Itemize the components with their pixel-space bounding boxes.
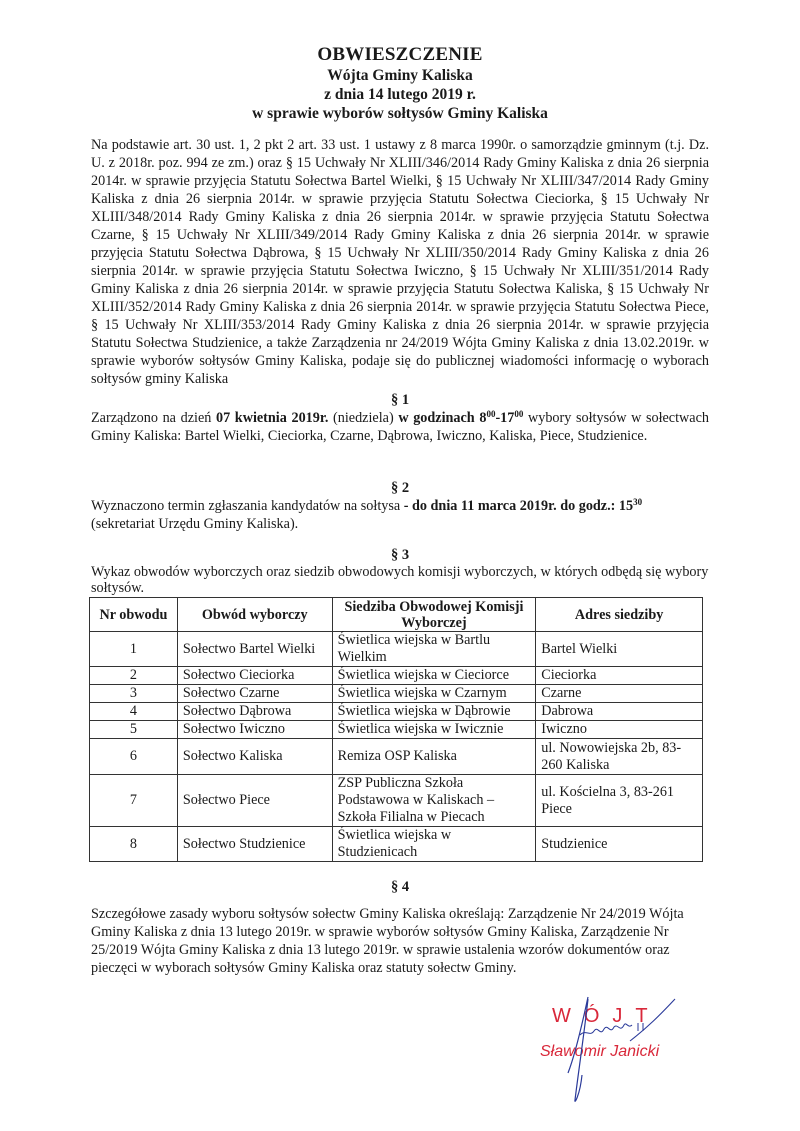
cell-address: Czarne [536,685,703,703]
col-header-seat: Siedziba Obwodowej Komisji Wyborczej [332,598,536,632]
signature-block [530,995,710,1110]
cell-district: Sołectwo Kaliska [177,739,332,775]
cell-seat: Świetlica wiejska w Cieciorce [332,667,536,685]
cell-number: 2 [90,667,178,685]
cell-seat: Świetlica wiejska w Bartlu Wielkim [332,632,536,667]
subject-line: w sprawie wyborów sołtysów Gminy Kaliska [252,105,548,122]
date-line: z dnia 14 lutego 2019 r. [324,86,476,103]
signatory-name: Sławomir Janicki [540,1043,660,1060]
s2-text-1: Wyznaczono termin zgłaszania kandydatów na sołtysa [91,498,404,514]
col-header-address: Adres siedziby [536,598,703,632]
cell-seat: Świetlica wiejska w Dąbrowie [332,703,536,721]
cell-seat: Świetlica wiejska w Studzienicach [332,827,536,862]
cell-district: Sołectwo Bartel Wielki [177,632,332,667]
hours-start: w godzinach 8 [398,410,487,426]
deadline-date: - do dnia 11 marca 2019r. do godz.: 15 [403,498,634,514]
section-3-paragraph: Wykaz obwodów wyborczych oraz siedzib obwodowych komisji wyborczych, w których odbędą się wybory sołtysów. [91,564,709,596]
hours-start-minutes: 00 [486,409,496,419]
hours-end-minutes: 00 [514,409,524,419]
cell-number: 7 [90,775,178,827]
handwritten-signature-icon [530,995,710,1110]
cell-address: Dabrowa [536,703,703,721]
table-row [90,721,703,739]
polling-districts-table [89,597,703,862]
cell-district: Sołectwo Studzienice [177,827,332,862]
document-title: OBWIESZCZENIE [317,44,483,65]
table-row [90,632,703,667]
section-1-heading: § 1 [390,392,410,408]
cell-seat: ZSP Publiczna Szkoła Podstawowa w Kaliskach – Szkoła Filialna w Piecach [332,775,536,827]
table-row [90,703,703,721]
section-4-heading: § 4 [390,879,410,895]
s1-text-2: (niedziela) [328,410,399,426]
document-header [0,44,800,123]
cell-number: 4 [90,703,178,721]
table-row [90,827,703,862]
col-header-number: Nr obwodu [90,598,178,632]
cell-district: Sołectwo Dąbrowa [177,703,332,721]
deadline-minutes: 30 [633,497,643,507]
signature-title: WÓJT [552,1005,661,1027]
cell-district: Sołectwo Piece [177,775,332,827]
issuer-line: Wójta Gminy Kaliska [327,67,473,84]
cell-address: Iwiczno [536,721,703,739]
cell-address: Cieciorka [536,667,703,685]
cell-number: 8 [90,827,178,862]
s1-text-1: Zarządzono na dzień [91,410,216,426]
hours-end: -17 [495,410,515,426]
cell-address: ul. Kościelna 3, 83-261 Piece [536,775,703,827]
section-2-heading: § 2 [390,480,410,496]
section-4-paragraph: Szczegółowe zasady wyboru sołtysów sołectw Gminy Kaliska określają: Zarządzenie Nr 24/2019 Wójta Gminy Kaliska z dnia 13 lutego 2019r. w sprawie wyborów sołtysów Gminy Kaliska, Zarządzenie Nr 25/2019 Wójta Gminy Kaliska z dnia 13 lutego 2019r. w sprawie ustalenia wzorów dokumentów oraz pieczęci w wyborach sołtysów Gminy Kaliska oraz statuty sołectw Gminy. [91,906,684,976]
cell-seat: Świetlica wiejska w Czarnym [332,685,536,703]
col-header-district: Obwód wyborczy [177,598,332,632]
cell-district: Sołectwo Czarne [177,685,332,703]
cell-district: Sołectwo Cieciorka [177,667,332,685]
s1-text-3: wybory sołtysów w sołectwach Gminy Kaliska: Bartel Wielki, Cieciorka, Czarne, Dąbrowa, Iwiczno, Kaliska, Piece, Studzienice. [91,410,709,444]
election-hours [398,410,523,426]
cell-seat: Remiza OSP Kaliska [332,739,536,775]
cell-number: 3 [90,685,178,703]
election-date: 07 kwietnia 2019r. [215,410,329,426]
table-row [90,775,703,827]
table-row [90,739,703,775]
table-header-row [90,598,703,632]
section-2-paragraph [91,497,731,533]
cell-number: 6 [90,739,178,775]
table-row [90,685,703,703]
cell-number: 1 [90,632,178,667]
cell-address: Studzienice [536,827,703,862]
deadline [404,498,642,514]
cell-address: ul. Nowowiejska 2b, 83-260 Kaliska [536,739,703,775]
cell-district: Sołectwo Iwiczno [177,721,332,739]
section-3-heading: § 3 [390,547,410,563]
cell-number: 5 [90,721,178,739]
cell-seat: Świetlica wiejska w Iwicznie [332,721,536,739]
cell-address: Bartel Wielki [536,632,703,667]
s2-text-2: (sekretariat Urzędu Gminy Kaliska). [91,516,299,532]
table-row [90,667,703,685]
intro-paragraph: Na podstawie art. 30 ust. 1, 2 pkt 2 art. 33 ust. 1 ustawy z 8 marca 1990r. o samorządzie gminnym (t.j. Dz. U. z 2018r. poz. 994 ze zm.) oraz § 15 Uchwały Nr XLIII/346/2014 Rady Gminy Kaliska z dnia 26 sierpnia 2014r. w sprawie przyjęcia Statutu Sołectwa Bartel Wielki, § 15 Uchwały Nr XLIII/347/2014 Rady Gminy Kaliska z dnia 26 sierpnia 2014r. w sprawie przyjęcia Statutu Sołectwa Cieciorka, § 15 Uchwały Nr XLIII/348/2014 Rady Gminy Kaliska z dnia 26 sierpnia 2014r. w sprawie przyjęcia Statutu Sołectwa Czarne, § 15 Uchwały Nr XLIII/349/2014 Rady Gminy Kaliska z dnia 26 sierpnia 2014r. w sprawie przyjęcia Statutu Sołectwa Dąbrowa, § 15 Uchwały Nr XLIII/350/2014 Rady Gminy Kaliska z dnia 26 sierpnia 2014r. w sprawie przyjęcia Statutu Sołectwa Iwiczno, § 15 Uchwały Nr XLIII/351/2014 Rady Gminy Kaliska z dnia 26 sierpnia 2014r. w sprawie przyjęcia Statutu Sołectwa Kaliska, § 15 Uchwały Nr XLIII/352/2014 Rady Gminy Kaliska z dnia 26 sierpnia 2014r. w sprawie przyjęcia Statutu Sołectwa Piece, § 15 Uchwały Nr XLIII/353/2014 Rady Gminy Kaliska z dnia 26 sierpnia 2014r. w sprawie przyjęcia Statutu Sołectwa Studzienice, a także Zarządzenia nr 24/2019 Wójta Gminy Kaliska z dnia 13.02.2019r. w sprawie wyborów sołtysów Gminy Kaliska, podaje się do publicznej wiadomości informację o wyborach sołtysów gminy Kaliska [91,137,709,387]
section-1-paragraph [91,409,709,445]
